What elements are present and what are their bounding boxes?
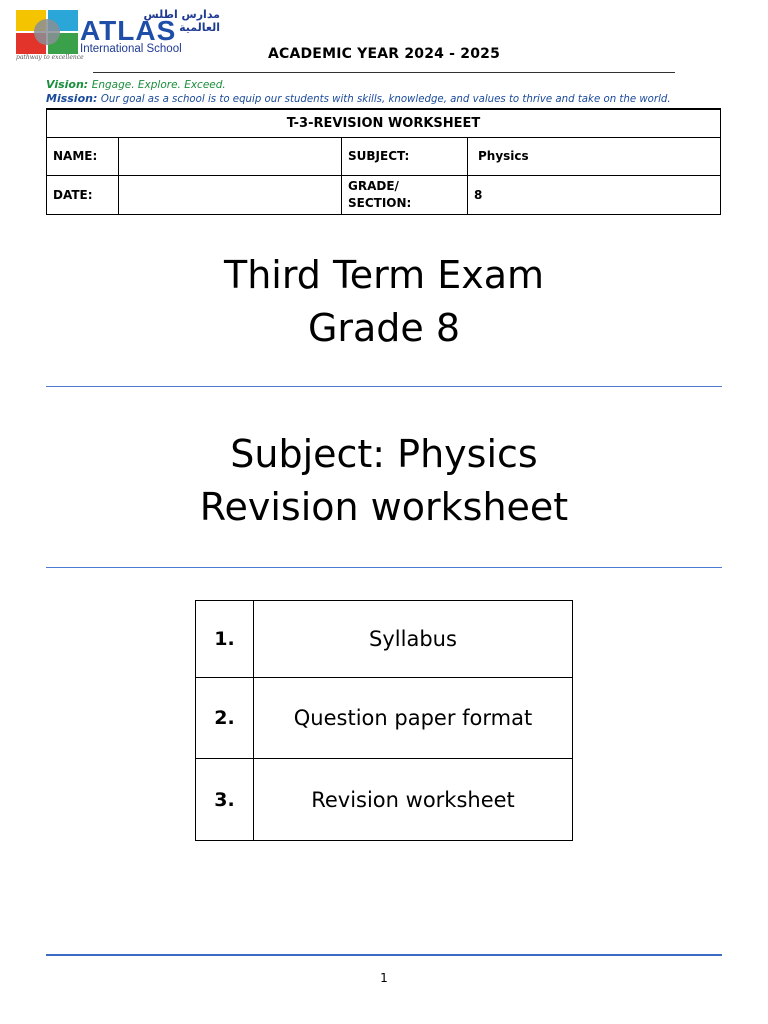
name-field[interactable] — [119, 137, 342, 175]
subject-label: SUBJECT: — [342, 137, 468, 175]
vision-text: Engage. Explore. Exceed. — [91, 79, 226, 91]
vision-label: Vision: — [46, 78, 89, 91]
exam-title: Third Term Exam — [224, 253, 544, 297]
table-row — [196, 601, 573, 678]
table-row — [196, 678, 573, 759]
row-number: 1. — [196, 601, 254, 678]
footer-divider — [46, 954, 722, 956]
grade-section-label — [342, 175, 468, 214]
mission-text: Our goal as a school is to equip our students with skills, knowledge, and values to thrive and take on the world. — [100, 94, 671, 105]
grade-title: Grade 8 — [307, 306, 461, 350]
divider-line — [46, 567, 722, 568]
logo-subtitle: International School — [80, 43, 182, 55]
mission-label: Mission: — [46, 92, 98, 105]
contents-table — [195, 600, 573, 841]
grade-label-line1: GRADE/ — [348, 178, 399, 193]
divider-line — [46, 386, 722, 387]
mission-statement — [46, 92, 671, 105]
date-field[interactable] — [119, 175, 342, 214]
row-number: 3. — [196, 759, 254, 841]
worksheet-heading: Revision worksheet — [199, 485, 569, 529]
logo-arabic-name: مدارس اطلس العالمية — [143, 8, 220, 34]
vision-statement — [46, 78, 226, 91]
worksheet-header-table — [46, 108, 721, 215]
table-row — [196, 759, 573, 841]
academic-year: ACADEMIC YEAR 2024 - 2025 — [267, 46, 501, 62]
page-number: 1 — [380, 971, 388, 985]
subject-heading: Subject: Physics — [230, 432, 538, 476]
date-label: DATE: — [47, 175, 119, 214]
name-label: NAME: — [47, 137, 119, 175]
grade-value: 8 — [468, 175, 721, 214]
worksheet-title: T-3-REVISION WORKSHEET — [47, 109, 721, 137]
logo-tagline: pathway to excellence — [16, 54, 84, 61]
logo-name: ATLAS — [80, 15, 177, 46]
row-item: Question paper format — [254, 678, 573, 759]
row-item: Revision worksheet — [254, 759, 573, 841]
row-number: 2. — [196, 678, 254, 759]
subject-value: Physics — [468, 137, 721, 175]
grade-label-line2: SECTION: — [348, 195, 412, 210]
header-underline — [93, 72, 675, 73]
row-item: Syllabus — [254, 601, 573, 678]
